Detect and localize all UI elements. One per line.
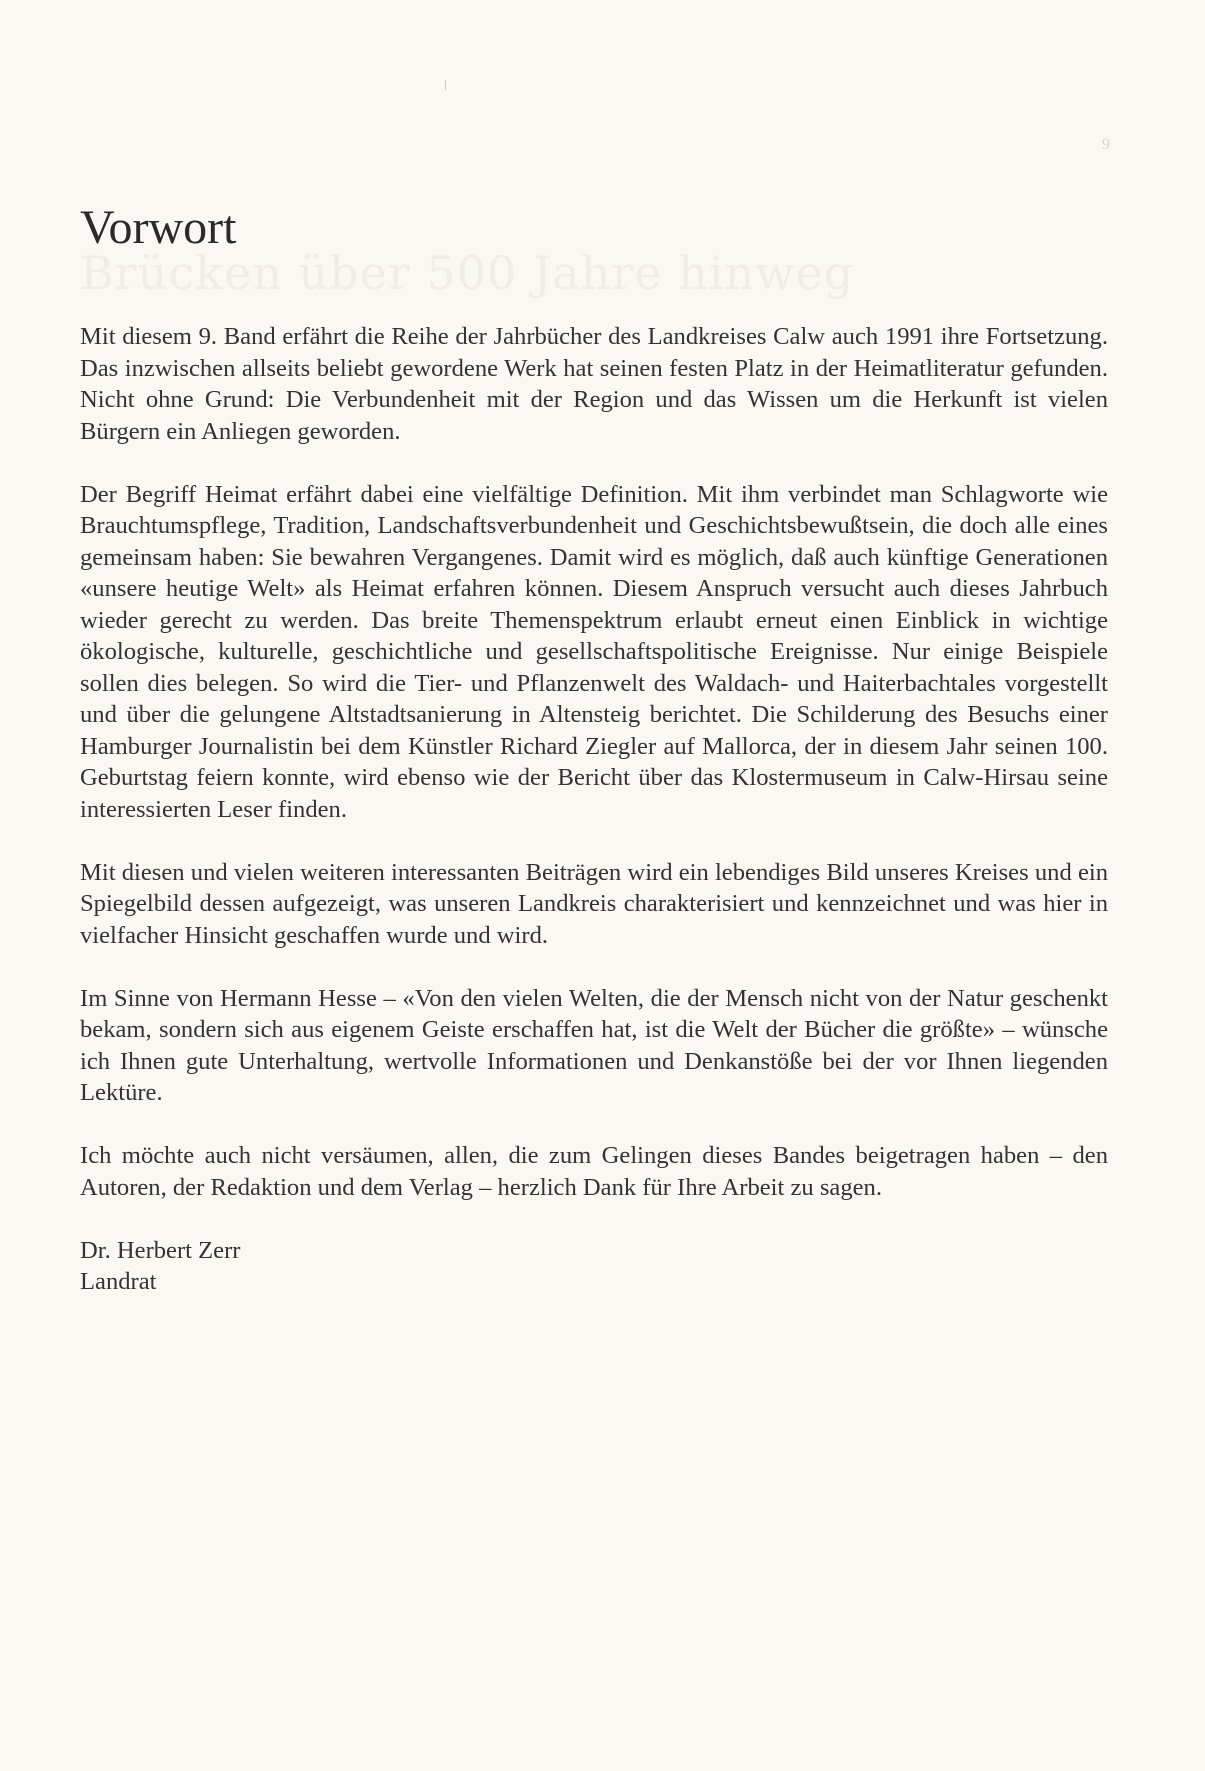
paragraph-2: Der Begriff Heimat erfährt dabei eine vielfältige Definition. Mit ihm verbindet man Schlagworte wie Brauchtumspflege, Tradition, Landschaftsverbundenheit und Geschichtsbewußtsein, die doch alle eines gemeinsam haben: Sie bewahren Vergangenes. Damit wird es möglich, daß auch künftige Generationen «unsere heutige Welt» als Heimat erfahren können. Diesem Anspruch versucht auch dieses Jahrbuch wieder gerecht zu werden. Das breite Themenspektrum erlaubt erneut einen Einblick in wichtige ökologische, kulturelle, geschichtliche und gesellschaftspolitische Ereignisse. Nur einige Beispiele sollen dies belegen. So wird die Tier- und Pflanzenwelt des Waldach- und Haiterbachtales vorgestellt und über die gelungene Altstadtsanierung in Altensteig berichtet. Die Schilderung des Besuchs einer Hamburger Journalistin bei dem Künstler Richard Ziegler auf Mallorca, der in diesem Jahr seinen 100. Geburtstag feiern konnte, wird ebenso wie der Bericht über das Klostermuseum in Calw-Hirsau seine interessierten Leser finden. xyxy=(80,480,1108,823)
bleed-through-text: Brücken über 500 Jahre hinweg xyxy=(80,246,855,300)
signature-name: Dr. Herbert Zerr xyxy=(80,1236,241,1264)
paragraph-5: Ich möchte auch nicht versäumen, allen, die zum Gelingen dieses Bandes beigetragen haben – den Autoren, der Redaktion und dem Verlag – herzlich Dank für Ihre Arbeit zu sagen. xyxy=(80,1142,1108,1201)
scan-mark xyxy=(445,80,446,90)
paragraph-1: Mit diesem 9. Band erfährt die Reihe der Jahrbücher des Landkreises Calw auch 1991 ihre Fortsetzung. Das inzwischen allseits beliebt gewordene Werk hat seinen festen Platz in der Heimatliteratur gefunden. Nicht ohne Grund: Die Verbundenheit mit der Region und das Wissen um die Herkunft ist vielen Bürgern ein Anliegen geworden. xyxy=(80,323,1108,445)
paragraph-4: Im Sinne von Hermann Hesse – «Von den vielen Welten, die der Mensch nicht von der Natur geschenkt bekam, sondern sich aus eigenem Geiste erschaffen hat, ist die Welt der Bücher die größte» – wünsche ich Ihnen gute Unterhaltung, wertvolle Informationen und Denkanstöße bei der vor Ihnen liegenden Lektüre. xyxy=(80,984,1108,1106)
page-title: Vorwort xyxy=(80,201,237,254)
signature-role: Landrat xyxy=(80,1268,157,1295)
paragraph-3: Mit diesen und vielen weiteren interessanten Beiträgen wird ein lebendiges Bild unseres Kreises und ein Spiegelbild dessen aufgezeigt, was unseren Landkreis charakterisiert und kennzeichnet und was hier in vielfacher Hinsicht geschaffen wurde und wird. xyxy=(80,858,1108,949)
article-body xyxy=(80,321,1108,1298)
page-number-ghost: 9 xyxy=(1102,136,1110,153)
